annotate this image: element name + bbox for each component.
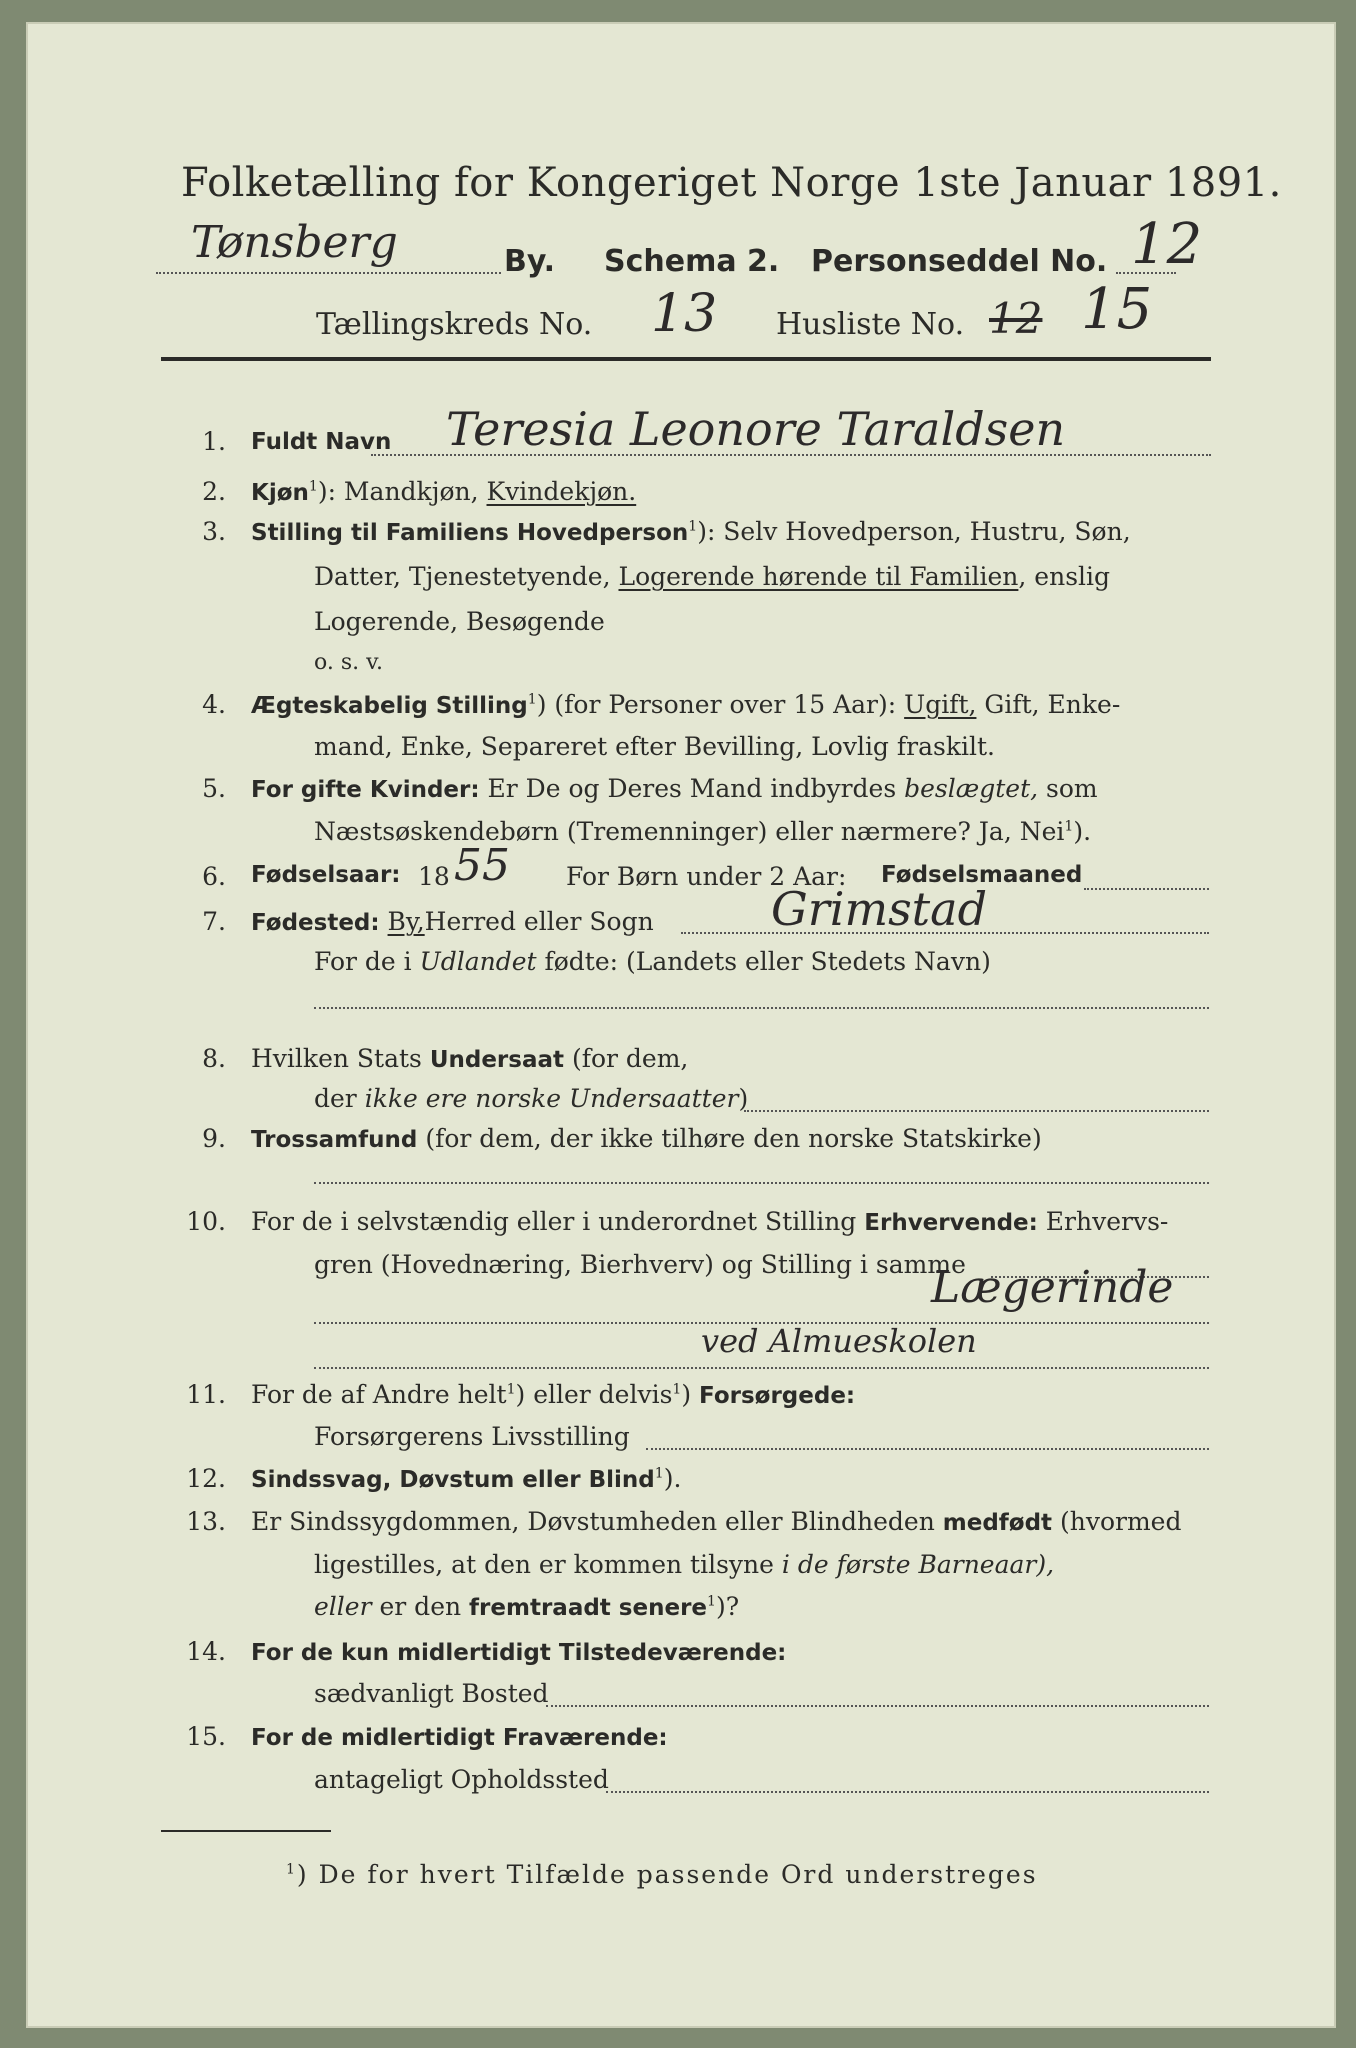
field-12-line (251, 1464, 681, 1493)
field-10-line-1 (251, 1207, 1168, 1236)
field-5-end: ). (1073, 817, 1092, 846)
field-2-label: Kjøn (251, 480, 309, 506)
field-11-number: 11. (186, 1380, 226, 1409)
field-14-line-2: sædvanligt Bosted (314, 1679, 549, 1708)
field-11-forsorgede: Forsørgede: (699, 1383, 856, 1409)
field-15-line1-a: For de (251, 1725, 342, 1751)
husliste-no-struck-handwritten: 12 (989, 294, 1043, 343)
field-10-line1-a: For de i selvstændig eller i underordnet Stilling (251, 1207, 865, 1236)
field-9-dotted-line (314, 1182, 1209, 1184)
field-8-line2-a: der (314, 1084, 365, 1113)
field-2-text-a: ): Mandkjøn, (317, 477, 487, 506)
field-5-line-2 (314, 817, 1091, 846)
header-divider (161, 357, 1211, 361)
field-12-end: ). (663, 1464, 682, 1493)
field-4-line1-a: ) (for Personer over 15 Aar): (536, 690, 905, 719)
form-title: Folketælling for Kongeriget Norge 1ste Januar 1891. (181, 160, 1282, 206)
field-11-line-2: Forsørgerens Livsstilling (314, 1422, 630, 1451)
field-4-ugift: Ugift, (904, 690, 977, 719)
field-7-line-1 (251, 907, 654, 936)
field-8-line1-a: Hvilken Stats (251, 1044, 430, 1073)
field-14-number: 14. (186, 1637, 226, 1666)
field-11-line1-b: ) eller delvis (515, 1380, 673, 1409)
footnote-text: ) De for hvert Tilfælde passende Ord understreges (296, 1860, 1038, 1889)
field-7-second-dotted-line (314, 1007, 1209, 1009)
field-13-line2-i: i de første Barneaar), (781, 1550, 1055, 1579)
field-5-sup: 1 (1064, 818, 1074, 835)
field-7-line-2 (314, 947, 991, 976)
field-6-number: 6. (202, 862, 226, 891)
field-8-line1-c: (for dem, (564, 1044, 689, 1073)
field-1-name-handwritten: Teresia Leonore Taraldsen (446, 402, 1066, 456)
field-14-line-1 (251, 1637, 786, 1666)
field-8-line2-i: ikke ere norske Undersaatter (364, 1084, 739, 1113)
footnote-sup: 1 (286, 1861, 297, 1878)
field-13-line2-a: ligestilles, at den er kommen tilsyne (314, 1550, 782, 1579)
field-13-number: 13. (186, 1507, 226, 1536)
field-3-line2-c: , enslig (1018, 562, 1111, 591)
field-2-kvindekjon: Kvindekjøn. (486, 477, 637, 506)
field-13-line1-a: Er Sindssygdommen, Døvstumheden eller Blindheden (251, 1507, 943, 1536)
field-8-number: 8. (202, 1044, 226, 1073)
field-13-line-3 (314, 1592, 739, 1621)
field-4-line-1 (251, 690, 1120, 719)
field-15-line1-b: midlertidigt Fraværende: (341, 1725, 668, 1751)
field-6-text: For Børn under 2 Aar: (566, 862, 847, 891)
field-11-dotted-line (646, 1448, 1209, 1450)
taellingskreds-no-handwritten: 13 (651, 284, 718, 344)
field-9-number: 9. (202, 1124, 226, 1153)
field-13-line-2 (314, 1550, 1054, 1579)
field-7-label: Fødested: (251, 910, 380, 936)
field-3-line-1 (251, 517, 1131, 546)
field-11-line1-c: ) (681, 1380, 700, 1409)
field-3-line-3: Logerende, Besøgende (314, 607, 605, 636)
field-7-line2-a: For de i (314, 947, 420, 976)
field-4-number: 4. (202, 690, 226, 719)
field-13-medfodt: medfødt (942, 1510, 1053, 1536)
field-1-label: Fuldt Navn (251, 429, 392, 455)
field-1-number: 1. (202, 427, 226, 456)
field-10-dotted-line-3 (314, 1367, 1209, 1369)
field-10-workplace-handwritten: ved Almueskolen (701, 1322, 977, 1360)
field-5-line1-a: Er De og Deres Mand indbyrdes (479, 774, 905, 803)
field-3-sup: 1 (688, 518, 698, 535)
field-4-line-2: mand, Enke, Separeret efter Bevilling, Lovlig fraskilt. (314, 732, 995, 761)
town-dotted-line (156, 272, 501, 274)
field-13-line3-a: er den (371, 1592, 470, 1621)
field-14-line1-b: midlertidigt Tilstedeværende: (397, 1640, 787, 1666)
field-2-number: 2. (202, 477, 226, 506)
field-2-text (251, 477, 636, 506)
field-2-sup: 1 (308, 478, 318, 495)
field-13-line-1 (251, 1507, 1181, 1536)
field-3-label: Stilling til Familiens Hovedperson (251, 520, 689, 546)
field-12-label: Sindssvag, Døvstum eller Blind (251, 1467, 655, 1493)
field-6-dotted-line (1084, 888, 1209, 890)
field-10-line-2: gren (Hovednæring, Bierhverv) og Stilling i samme (314, 1250, 966, 1279)
field-15-number: 15. (186, 1722, 226, 1751)
field-13-end: )? (715, 1592, 740, 1621)
field-10-erhvervende: Erhvervende: (864, 1210, 1038, 1236)
field-7-number: 7. (202, 907, 226, 936)
field-3-line-2 (314, 562, 1110, 591)
field-10-number: 10. (186, 1207, 226, 1236)
taellingskreds-label: Tællingskreds No. (316, 307, 593, 342)
field-3-logerende-horende: Logerende hørende til Familien (618, 562, 1019, 591)
field-9-label: Trossamfund (251, 1127, 418, 1153)
schema-label: Schema 2. (604, 244, 780, 279)
field-7-line2-i: Udlandet (419, 947, 537, 976)
field-5-line-1 (251, 774, 1098, 803)
field-15-line-2: antageligt Opholdssted (314, 1765, 609, 1794)
personseddel-no-handwritten: 12 (1131, 212, 1203, 277)
field-10-line1-c: Erhvervs- (1037, 1207, 1169, 1236)
field-5-line1-i: beslægtet, (904, 774, 1039, 803)
field-9-line (251, 1124, 1042, 1153)
field-15-dotted-line (606, 1791, 1209, 1793)
field-11-sup-a: 1 (506, 1381, 516, 1398)
field-3-number: 3. (202, 517, 226, 546)
field-7-line2-b: fødte: (Landets eller Stedets Navn) (536, 947, 991, 976)
field-15-line-1 (251, 1722, 668, 1751)
field-12-number: 12. (186, 1464, 226, 1493)
field-5-number: 5. (202, 774, 226, 803)
husliste-label: Husliste No. (776, 307, 965, 342)
field-9-text: (for dem, der ikke tilhøre den norske Statskirke) (417, 1124, 1042, 1153)
field-10-occupation-handwritten: Lægerinde (931, 1262, 1174, 1313)
husliste-no-handwritten: 15 (1081, 277, 1153, 342)
field-11-line1-a: For de af Andre helt (251, 1380, 507, 1409)
census-form-sheet (26, 22, 1336, 2028)
field-7-place-handwritten: Grimstad (771, 882, 988, 936)
field-4-label: Ægteskabelig Stilling (251, 693, 528, 719)
field-13-sup: 1 (707, 1593, 716, 1610)
field-13-fremtraadt: fremtraadt senere (469, 1595, 708, 1621)
field-11-sup-b: 1 (672, 1381, 682, 1398)
town-handwritten: Tønsberg (191, 217, 398, 268)
field-6-label: Fødselsaar: (251, 862, 401, 888)
field-6-fodselsmaaned: Fødselsmaaned (881, 862, 1083, 888)
field-4-sup: 1 (527, 691, 537, 708)
by-label: By. (504, 244, 556, 279)
field-6-year-handwritten: 55 (454, 840, 510, 891)
field-3-line1: ): Selv Hovedperson, Hustru, Søn, (697, 517, 1131, 546)
field-8-line-1 (251, 1044, 688, 1073)
field-14-dotted-line (546, 1705, 1209, 1707)
field-14-line1-a: For de kun (251, 1640, 398, 1666)
field-7-by: By, (387, 907, 425, 936)
field-8-undersaat: Undersaat (429, 1047, 564, 1073)
field-5-line1-b: som (1038, 774, 1098, 803)
field-8-line-2 (314, 1084, 748, 1113)
field-11-line-1 (251, 1380, 855, 1409)
field-8-dotted-line (744, 1110, 1209, 1112)
field-3-line2-a: Datter, Tjenestetyende, (314, 562, 619, 591)
field-12-sup: 1 (654, 1465, 664, 1482)
field-7-text-b: Herred eller Sogn (424, 907, 654, 936)
field-3-line-4: o. s. v. (314, 650, 383, 675)
field-13-line1-c: (hvormed (1052, 1507, 1182, 1536)
field-4-line1-c: Gift, Enke- (976, 690, 1121, 719)
field-6-prefix: 18 (418, 862, 450, 891)
footnote (286, 1860, 1038, 1889)
field-5-line2: Næstsøskendebørn (Tremenninger) eller nærmere? Ja, Nei (314, 817, 1065, 846)
field-8-line2-b: ) (738, 1084, 749, 1113)
footnote-rule (161, 1830, 331, 1832)
field-13-line3-i: eller (314, 1592, 372, 1621)
personseddel-label: Personseddel No. (811, 244, 1108, 279)
field-5-label: For gifte Kvinder: (251, 777, 480, 803)
